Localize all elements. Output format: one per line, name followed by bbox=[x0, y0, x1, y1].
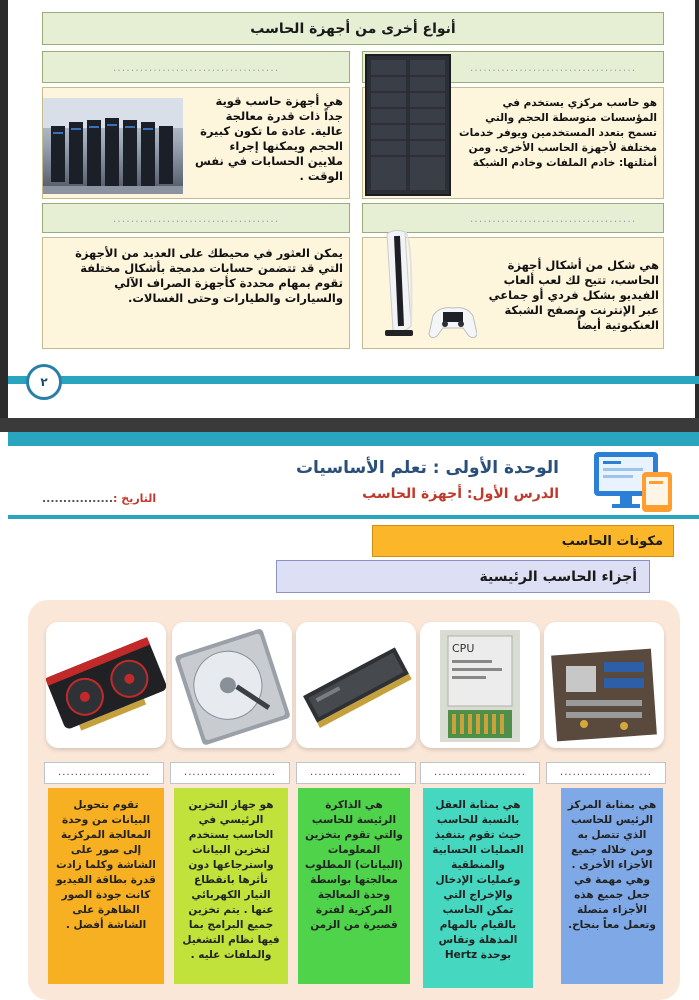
answer-label-hard-drive[interactable]: ...................... bbox=[170, 762, 290, 784]
hard-drive-description: هو جهاز التخزين الرئيسي في الحاسب يستخدم لتخزين البيانات واسترجاعها دون تأثرها بانقطاع التيار الكهربائي عنها . يتم تخزين جميع البرامج بما فيها نظام التشغيل والملفات عليه . bbox=[174, 788, 288, 984]
date-label: التاريخ : bbox=[113, 492, 157, 505]
motherboard-description: هي بمثابة المركز الرئيس للحاسب الذي تتصل به ومن خلاله جميع الأجزاء الأخرى . وهي مهمة في جعل جميع هذه الأجزاء متصلة وتعمل معاً بنجاح. bbox=[561, 788, 663, 984]
unit-title: الوحدة الأولى : تعلم الأساسيات bbox=[295, 458, 559, 478]
embedded-box bbox=[42, 237, 350, 349]
header-bottom-line bbox=[8, 515, 699, 519]
svg-text:CPU: CPU bbox=[452, 642, 475, 655]
answer-box-embedded[interactable]: ..................................... bbox=[42, 203, 350, 233]
motherboard-card bbox=[544, 622, 664, 748]
graphics-card-image bbox=[46, 622, 166, 748]
cpu-card bbox=[420, 622, 540, 748]
server-rack-image bbox=[365, 54, 451, 196]
answer-label-graphics-card[interactable]: ...................... bbox=[44, 762, 164, 784]
answer-label-motherboard[interactable]: ...................... bbox=[546, 762, 666, 784]
graphics-card-description: تقوم بتحويل البيانات من وحدة المعالجة المركزية إلى صور على الشاشة وكلما زادت قدرة بطاقة الفيديو كانت جودة الصور الظاهرة على الشاشة أفضل . bbox=[48, 788, 164, 984]
console-description: هي شكل من أشكال أجهزة الحاسب، تتيح لك لعب ألعاب الفيديو بشكل فردي أو جماعي عبر الإنترنت وتصفح الشبكة العنكبوتية أيضاً bbox=[488, 258, 659, 332]
answer-box-supercomputer[interactable]: ..................................... bbox=[42, 51, 350, 83]
cpu-description: هي بمثابة العقل بالنسبة للحاسب حيث تقوم بتنفيذ العمليات الحسابية والمنطقية وعمليات الإدخال والإخراج التي تمكن الحاسب بالقيام بالمهام المذهلة وتقاس بوحدة Hertz bbox=[423, 788, 533, 988]
console-box bbox=[362, 237, 664, 349]
embedded-description: يمكن العثور في محيطك على العديد من الأجهزة التي قد تتضمن حسابات مدمجة بأشكال مختلفة تقوم بمهام محددة كأجهزة الصراف الآلي والسيارات والطيارات وحتى الغسالات. bbox=[75, 246, 343, 305]
supercomputer-image bbox=[43, 98, 183, 194]
page-number: ٢ bbox=[40, 375, 48, 389]
main-parts-label: أجزاء الحاسب الرئيسية bbox=[479, 568, 637, 585]
date-field[interactable] bbox=[42, 492, 182, 505]
game-console-image bbox=[367, 226, 477, 350]
hard-drive-image bbox=[172, 622, 292, 748]
section-header bbox=[42, 12, 664, 45]
page-separator bbox=[0, 418, 699, 432]
cpu-image bbox=[420, 622, 540, 748]
section-header-title: أنواع أخرى من أجهزة الحاسب bbox=[250, 20, 456, 37]
page-edge-right bbox=[695, 0, 699, 418]
components-label: مكونات الحاسب bbox=[561, 533, 663, 549]
graphics-card-card bbox=[46, 622, 166, 748]
motherboard-image bbox=[544, 622, 664, 748]
server-box bbox=[362, 87, 664, 199]
components-label-box bbox=[372, 525, 674, 557]
computer-screens-icon bbox=[590, 446, 676, 516]
answer-label-cpu[interactable]: ...................... bbox=[420, 762, 540, 784]
answer-box-server[interactable]: ..................................... bbox=[362, 51, 664, 83]
page-footer-line bbox=[8, 376, 699, 384]
supercomputer-description: هي أجهزة حاسب قوية جداً ذات قدرة معالجة عالية. عادة ما تكون كبيرة الحجم ويمكنها إجراء ملايين الحسابات في نفس الوقت . bbox=[194, 94, 343, 183]
ram-description: هي الذاكرة الرئيسة للحاسب والتي تقوم بتخزين المعلومات (البيانات) المطلوب معالجتها بواسطة وحدة المعالجة المركزية لفترة قصيرة من الزمن bbox=[298, 788, 410, 984]
server-description: هو حاسب مركزي يستخدم في المؤسسات متوسطة الحجم والتي تسمح بتعدد المستخدمين ويوفر خدمات مختلفة لأجهزة الحاسب الأخرى. ومن أمثلتها: خادم الملفات وخادم الشبكة bbox=[459, 97, 657, 169]
supercomputer-box bbox=[42, 87, 350, 199]
date-dots: ................. bbox=[42, 492, 114, 505]
ram-image bbox=[296, 622, 416, 748]
header-top-bar bbox=[8, 432, 699, 446]
answer-box-console[interactable]: ..................................... bbox=[362, 203, 664, 233]
page-edge-left bbox=[0, 0, 8, 418]
ram-card bbox=[296, 622, 416, 748]
page-number-circle bbox=[26, 364, 62, 400]
main-parts-label-box bbox=[276, 560, 650, 593]
hard-drive-card bbox=[172, 622, 292, 748]
lesson-title: الدرس الأول: أجهزة الحاسب bbox=[362, 486, 559, 502]
answer-label-ram[interactable]: ...................... bbox=[296, 762, 416, 784]
